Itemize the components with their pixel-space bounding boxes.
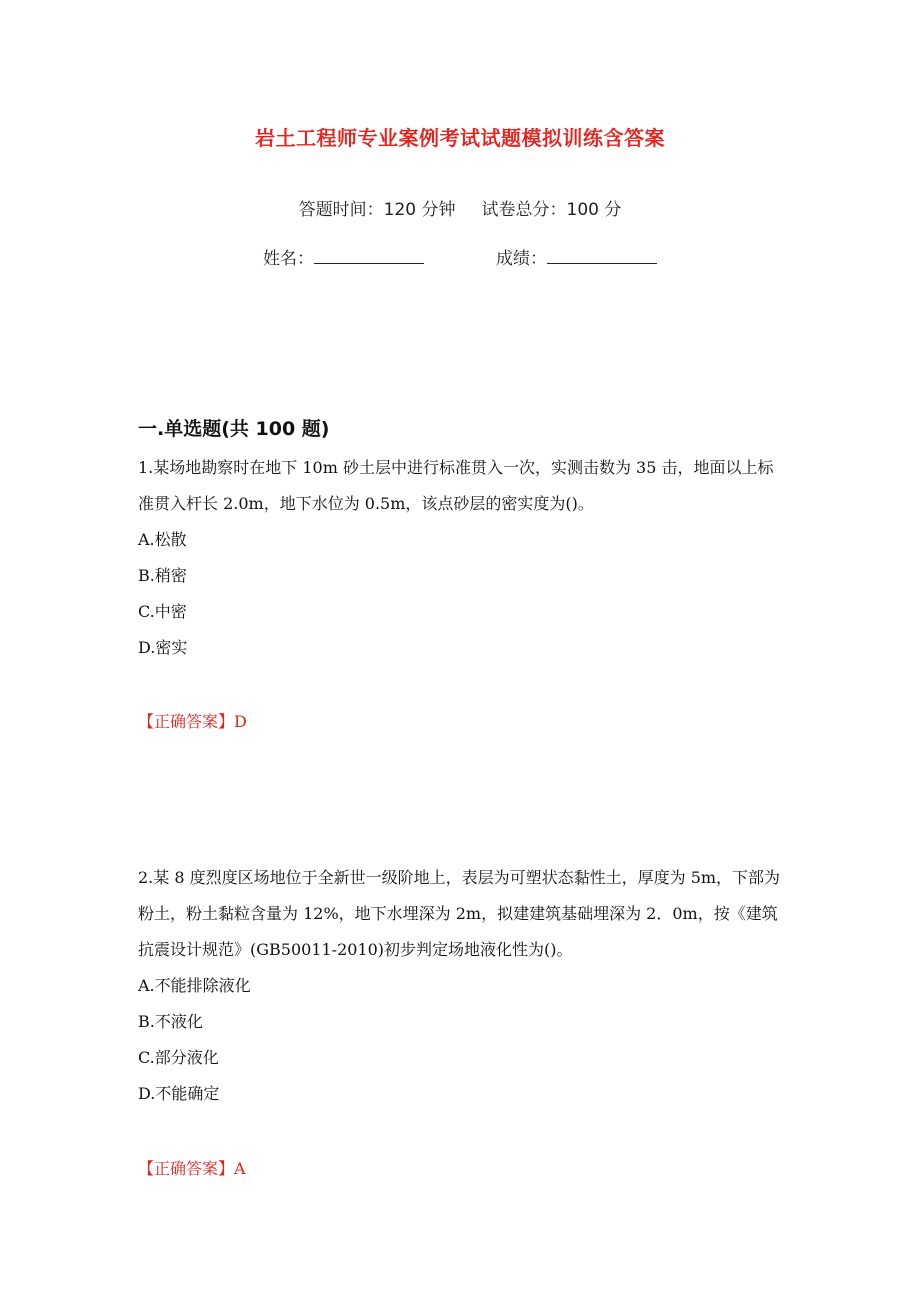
document-title: 岩土工程师专业案例考试试题模拟训练含答案 (255, 126, 665, 150)
answer-value: A (234, 1159, 246, 1178)
question-option: C.中密 (138, 602, 187, 621)
question-stem: 2.某 8 度烈度区场地位于全新世一级阶地上，表层为可塑状态黏性土，厚度为 5m，下部为粉土，粉土黏粒含量为 12%，地下水埋深为 2m，拟建建筑基础埋深为 2．0m，按《建筑抗震设计规范》(GB50011-2010)初步判定场地液化性为()。 (138, 868, 781, 959)
grade-blank-line (547, 249, 657, 264)
question-option: A.松散 (138, 530, 187, 549)
fill-in-row (0, 244, 920, 269)
question-option: B.不液化 (138, 1012, 203, 1031)
answer-label: 【正确答案】 (138, 712, 235, 731)
exam-info (0, 195, 920, 220)
question-option: C.部分液化 (138, 1048, 219, 1067)
name-blank-line (314, 249, 424, 264)
correct-answer (138, 709, 247, 732)
answer-label: 【正确答案】 (138, 1159, 235, 1178)
question-item (138, 860, 788, 1112)
correct-answer (138, 1156, 246, 1179)
exam-time: 答题时间：120 分钟 (298, 200, 456, 220)
question-stem: 1.某场地勘察时在地下 10m 砂土层中进行标准贯入一次，实测击数为 35 击，地面以上标准贯入杆长 2.0m，地下水位为 0.5m，该点砂层的密实度为()。 (138, 458, 774, 513)
question-option: A.不能排除液化 (138, 976, 251, 995)
grade-label: 成绩： (496, 249, 547, 269)
section-title: 一.单选题(共 100 题) (138, 418, 330, 440)
question-option: D.密实 (138, 638, 188, 657)
name-label: 姓名： (263, 249, 314, 269)
question-option: D.不能确定 (138, 1084, 220, 1103)
question-option: B.稍密 (138, 566, 187, 585)
exam-total-score: 试卷总分：100 分 (481, 200, 622, 220)
answer-value: D (234, 712, 247, 731)
question-item (138, 450, 788, 666)
